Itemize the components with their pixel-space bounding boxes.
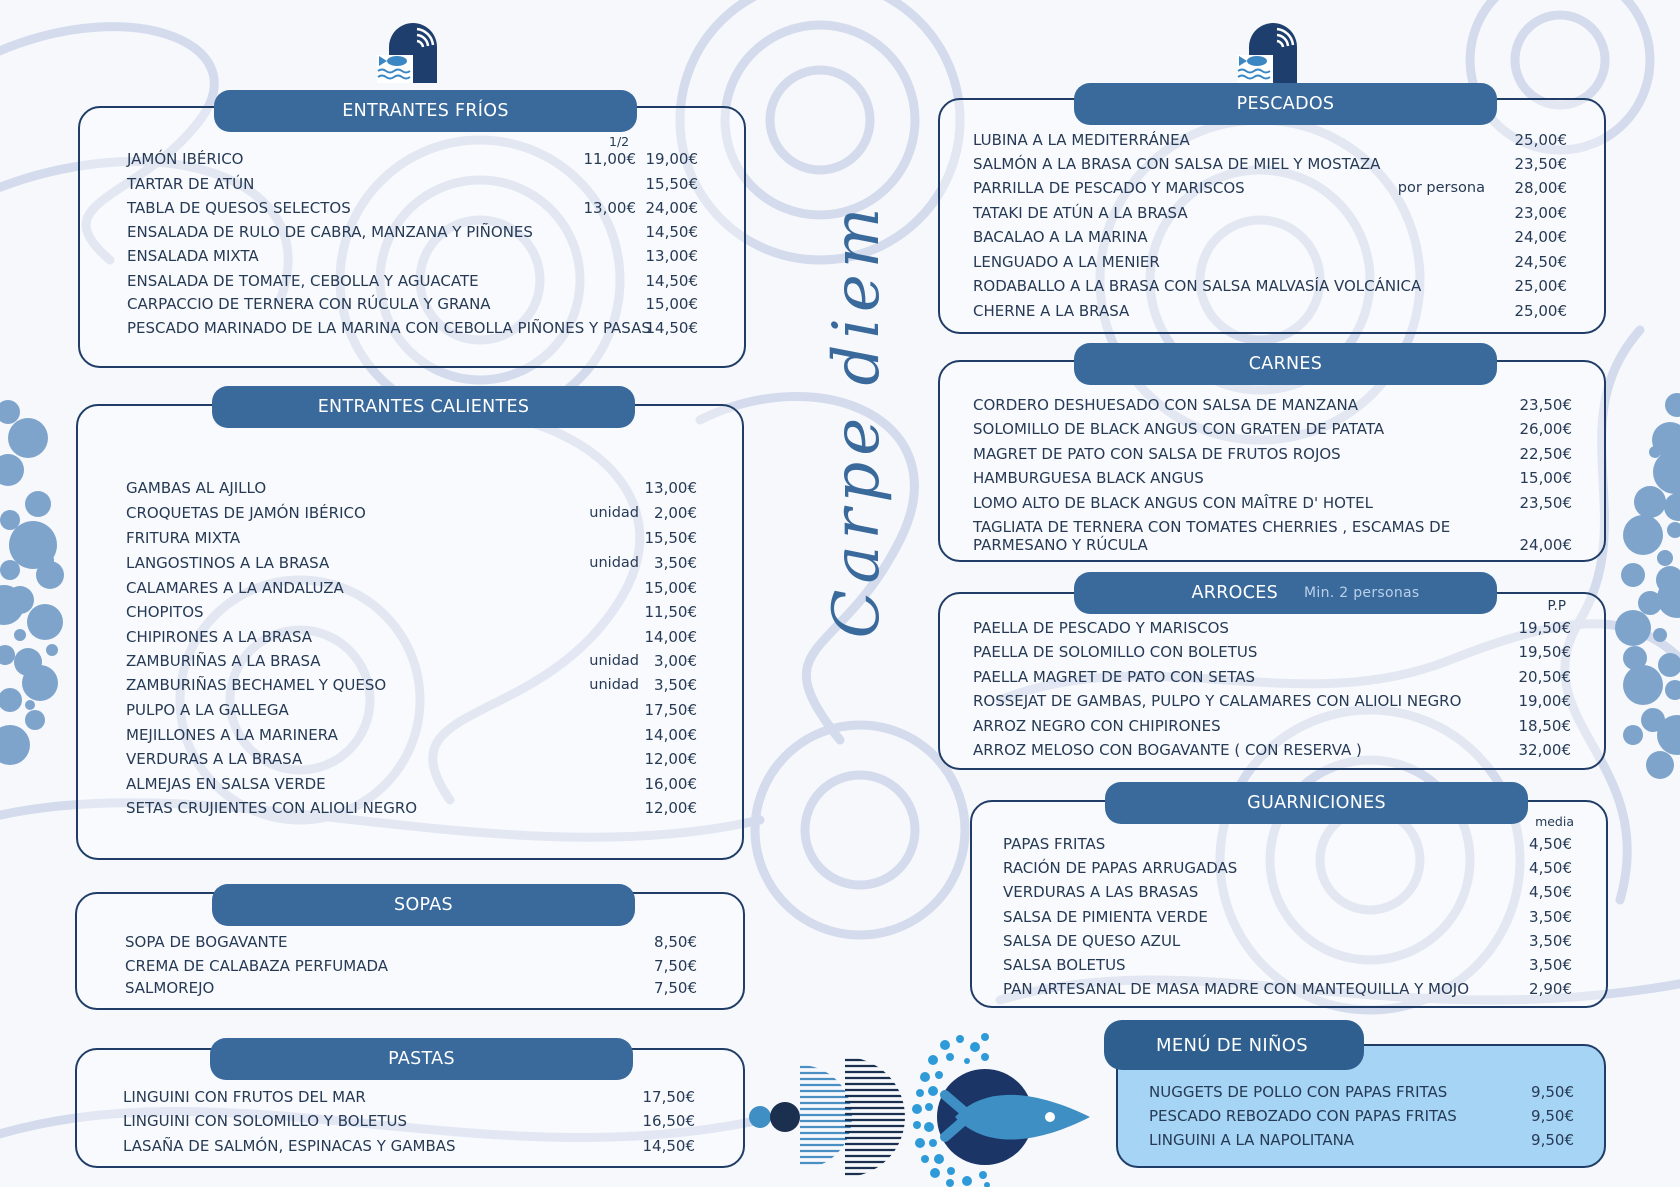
carpe-diem-script: Carpe diem — [820, 201, 894, 639]
menu-item: VERDURAS A LAS BRASAS 4,50€ — [1003, 883, 1572, 901]
menu-item: NUGGETS DE POLLO CON PAPAS FRITAS 9,50€ — [1149, 1083, 1574, 1101]
section-guarniciones — [970, 800, 1608, 1008]
menu-item: ZAMBURIÑAS A LA BRASA unidad 3,00€ — [126, 652, 697, 670]
menu-item: ENSALADA MIXTA 13,00€ — [127, 247, 698, 265]
menu-item: GAMBAS AL AJILLO 13,00€ — [126, 479, 697, 497]
menu-item: ENSALADA DE TOMATE, CEBOLLA Y AGUACATE 14,50€ — [127, 272, 698, 290]
menu-item: ENSALADA DE RULO DE CABRA, MANZANA Y PIÑONES 14,50€ — [127, 223, 698, 241]
menu-item: PAELLA DE PESCADO Y MARISCOS 19,50€ — [973, 619, 1571, 637]
section-entrantes-calientes — [76, 404, 744, 860]
menu-item: PAN ARTESANAL DE MASA MADRE CON MANTEQUILLA Y MOJO 2,90€ — [1003, 980, 1572, 998]
bubbles-left-decoration — [0, 400, 75, 780]
menu-item: LOMO ALTO DE BLACK ANGUS CON MAÎTRE D' HOTEL 23,50€ — [973, 494, 1572, 512]
menu-item: RODABALLO A LA BRASA CON SALSA MALVASÍA VOLCÁNICA 25,00€ — [973, 277, 1567, 295]
menu-item: CHERNE A LA BRASA 25,00€ — [973, 302, 1567, 320]
menu-item: LINGUINI A LA NAPOLITANA 9,50€ — [1149, 1131, 1574, 1149]
menu-item: MAGRET DE PATO CON SALSA DE FRUTOS ROJOS 22,50€ — [973, 445, 1572, 463]
section-arroces — [938, 592, 1606, 770]
menu-item: PARRILLA DE PESCADO Y MARISCOS por persona 28,00€ — [973, 179, 1567, 197]
menu-item: CHIPIRONES A LA BRASA 14,00€ — [126, 628, 697, 646]
menu-item: SALSA BOLETUS 3,50€ — [1003, 956, 1572, 974]
menu-item: PESCADO REBOZADO CON PAPAS FRITAS 9,50€ — [1149, 1107, 1574, 1125]
restaurant-logo-left — [375, 15, 451, 83]
menu-item: TARTAR DE ATÚN 15,50€ — [127, 175, 698, 193]
section-header-sopas: SOPAS — [212, 884, 635, 926]
menu-item: LANGOSTINOS A LA BRASA unidad 3,50€ — [126, 554, 697, 572]
bubbles-right-decoration — [1605, 380, 1680, 780]
menu-item: SOPA DE BOGAVANTE 8,50€ — [125, 933, 697, 951]
menu-item: CREMA DE CALABAZA PERFUMADA 7,50€ — [125, 957, 697, 975]
menu-item: RACIÓN DE PAPAS ARRUGADAS 4,50€ — [1003, 859, 1572, 877]
section-header-guarniciones: GUARNICIONES — [1105, 782, 1528, 824]
menu-item: SETAS CRUJIENTES CON ALIOLI NEGRO 12,00€ — [126, 799, 697, 817]
menu-item: LUBINA A LA MEDITERRÁNEA 25,00€ — [973, 131, 1567, 149]
section-header-pescados: PESCADOS — [1074, 83, 1497, 125]
section-header-arroces: ARROCES Min. 2 personas — [1074, 572, 1497, 614]
menu-item: JAMÓN IBÉRICO 11,00€ 19,00€ — [127, 150, 698, 168]
menu-item: LINGUINI CON SOLOMILLO Y BOLETUS 16,50€ — [123, 1112, 695, 1130]
restaurant-logo-right — [1235, 15, 1311, 83]
menu-item: SALSA DE PIMIENTA VERDE 3,50€ — [1003, 908, 1572, 926]
menu-item: ROSSEJAT DE GAMBAS, PULPO Y CALAMARES CON ALIOLI NEGRO 19,00€ — [973, 692, 1571, 710]
menu-item: PAPAS FRITAS 4,50€ — [1003, 835, 1572, 853]
menu-item: PESCADO MARINADO DE LA MARINA CON CEBOLLA PIÑONES Y PASAS 14,50€ — [127, 319, 698, 337]
menu-item: SOLOMILLO DE BLACK ANGUS CON GRATEN DE PATATA 26,00€ — [973, 420, 1572, 438]
menu-item: TABLA DE QUESOS SELECTOS 13,00€ 24,00€ — [127, 199, 698, 217]
menu-item: CARPACCIO DE TERNERA CON RÚCULA Y GRANA 15,00€ — [127, 295, 698, 313]
menu-item: ARROZ NEGRO CON CHIPIRONES 18,50€ — [973, 717, 1571, 735]
menu-item: FRITURA MIXTA 15,50€ — [126, 529, 697, 547]
menu-item: CHOPITOS 11,50€ — [126, 603, 697, 621]
menu-item: CROQUETAS DE JAMÓN IBÉRICO unidad 2,00€ — [126, 504, 697, 522]
menu-item: PAELLA DE SOLOMILLO CON BOLETUS 19,50€ — [973, 643, 1571, 661]
section-entrantes-frios — [78, 106, 746, 368]
menu-item: LENGUADO A LA MENIER 24,50€ — [973, 253, 1567, 271]
menu-item: LASAÑA DE SALMÓN, ESPINACAS Y GAMBAS 14,50€ — [123, 1137, 695, 1155]
menu-item: SALSA DE QUESO AZUL 3,50€ — [1003, 932, 1572, 950]
section-header-pastas: PASTAS — [210, 1038, 633, 1080]
menu-item: CORDERO DESHUESADO CON SALSA DE MANZANA 23,50€ — [973, 396, 1572, 414]
menu-item-continued: PARMESANO Y RÚCULA 24,00€ — [973, 536, 1572, 554]
media-portion-label: media — [1535, 814, 1574, 829]
menu-item: TAGLIATA DE TERNERA CON TOMATES CHERRIES , ESCAMAS DE — [973, 518, 1451, 536]
menu-item: CALAMARES A LA ANDALUZA 15,00€ — [126, 579, 697, 597]
menu-item: SALMÓN A LA BRASA CON SALSA DE MIEL Y MOSTAZA 23,50€ — [973, 155, 1567, 173]
menu-item: PAELLA MAGRET DE PATO CON SETAS 20,50€ — [973, 668, 1571, 686]
menu-item: BACALAO A LA MARINA 24,00€ — [973, 228, 1567, 246]
half-portion-label: 1/2 — [609, 134, 630, 149]
menu-item: ALMEJAS EN SALSA VERDE 16,00€ — [126, 775, 697, 793]
section-header-menu-ninos: MENÚ DE NIÑOS — [1104, 1020, 1364, 1070]
section-pescados — [938, 98, 1606, 334]
menu-item: LINGUINI CON FRUTOS DEL MAR 17,50€ — [123, 1088, 695, 1106]
per-person-label: P.P — [1547, 598, 1566, 614]
menu-item: ZAMBURIÑAS BECHAMEL Y QUESO unidad 3,50€ — [126, 676, 697, 694]
menu-item: SALMOREJO 7,50€ — [125, 979, 697, 997]
stylized-fish-art — [745, 1025, 1100, 1187]
section-header-entrantes-frios: ENTRANTES FRÍOS — [214, 90, 637, 132]
section-header-carnes: CARNES — [1074, 343, 1497, 385]
menu-item: TATAKI DE ATÚN A LA BRASA 23,00€ — [973, 204, 1567, 222]
section-carnes — [938, 360, 1606, 562]
menu-item: PULPO A LA GALLEGA 17,50€ — [126, 701, 697, 719]
menu-item: ARROZ MELOSO CON BOGAVANTE ( CON RESERVA ) 32,00€ — [973, 741, 1571, 759]
menu-item: VERDURAS A LA BRASA 12,00€ — [126, 750, 697, 768]
menu-item: MEJILLONES A LA MARINERA 14,00€ — [126, 726, 697, 744]
arroces-minimum-note: Min. 2 personas — [1304, 585, 1420, 601]
section-header-entrantes-calientes: ENTRANTES CALIENTES — [212, 386, 635, 428]
menu-item: HAMBURGUESA BLACK ANGUS 15,00€ — [973, 469, 1572, 487]
